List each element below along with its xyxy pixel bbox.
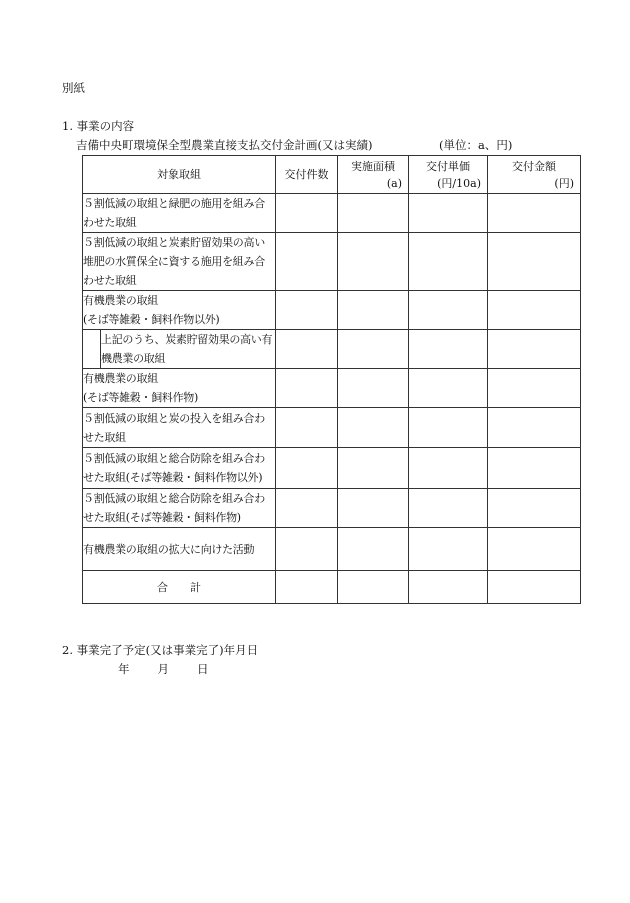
cell-count bbox=[276, 291, 338, 330]
cell-count bbox=[276, 489, 338, 528]
section2-heading: 2. 事業完了予定(又は事業完了)年月日 bbox=[62, 643, 259, 657]
unit-note: (単位：a、円) bbox=[439, 138, 513, 152]
cell-price bbox=[409, 489, 488, 528]
table-row bbox=[83, 448, 581, 489]
cell-count bbox=[276, 233, 338, 291]
plan-table bbox=[82, 155, 581, 604]
cell-count bbox=[276, 571, 338, 604]
cell-area bbox=[338, 369, 409, 408]
annex-label: 別紙 bbox=[62, 81, 85, 95]
cell-count bbox=[276, 194, 338, 233]
cell-count bbox=[276, 408, 338, 448]
header-price-label: 交付単価 bbox=[426, 159, 470, 173]
cell-price bbox=[409, 408, 488, 448]
cell-area bbox=[338, 233, 409, 291]
cell-area bbox=[338, 448, 409, 489]
cell-amount bbox=[488, 448, 581, 489]
cell-count bbox=[276, 528, 338, 571]
row-label: ５割低減の取組と炭の投入を組み合わせた取組 bbox=[83, 408, 276, 448]
table-row bbox=[83, 528, 581, 571]
cell-price bbox=[409, 369, 488, 408]
header-area bbox=[338, 156, 409, 194]
cell-amount bbox=[488, 233, 581, 291]
row-label: ５割低減の取組と総合防除を組み合わせた取組(そば等雑穀・飼料作物以外) bbox=[83, 448, 276, 489]
table-row bbox=[83, 194, 581, 233]
cell-amount bbox=[488, 194, 581, 233]
cell-price bbox=[409, 291, 488, 330]
header-price-unit: (円/10a) bbox=[437, 176, 481, 190]
cell-count bbox=[276, 448, 338, 489]
cell-price bbox=[409, 194, 488, 233]
row-label: 上記のうち、炭素貯留効果の高い有機農業の取組 bbox=[101, 330, 276, 369]
header-amount-label: 交付金額 bbox=[512, 159, 556, 173]
header-amount-unit: (円) bbox=[554, 176, 574, 190]
cell-amount bbox=[488, 571, 581, 604]
row-label: 有機農業の取組の拡大に向けた活動 bbox=[83, 528, 276, 571]
cell-amount bbox=[488, 330, 581, 369]
row-label: ５割低減の取組と緑肥の施用を組み合わせた取組 bbox=[83, 194, 276, 233]
header-area-unit: (a) bbox=[386, 176, 402, 190]
header-count: 交付件数 bbox=[276, 156, 338, 194]
header-area-label: 実施面積 bbox=[351, 159, 395, 173]
row-label: 有機農業の取組 (そば等雑穀・飼料作物) bbox=[83, 369, 276, 408]
plan-subtitle: 吉備中央町環境保全型農業直接支払交付金計画(又は実績) bbox=[76, 138, 373, 152]
cell-area bbox=[338, 194, 409, 233]
header-amount bbox=[488, 156, 581, 194]
total-label-b: 計 bbox=[190, 580, 201, 594]
row-label: 有機農業の取組 (そば等雑穀・飼料作物以外) bbox=[83, 291, 276, 330]
cell-amount bbox=[488, 291, 581, 330]
row-label: ５割低減の取組と炭素貯留効果の高い堆肥の水質保全に資する施用を組み合わせた取組 bbox=[83, 233, 276, 291]
cell-amount bbox=[488, 369, 581, 408]
cell-price bbox=[409, 528, 488, 571]
cell-area bbox=[338, 408, 409, 448]
table-row bbox=[83, 291, 581, 330]
header-row bbox=[83, 156, 581, 194]
table-row bbox=[83, 408, 581, 448]
row-label: ５割低減の取組と総合防除を組み合わせた取組(そば等雑穀・飼料作物) bbox=[83, 489, 276, 528]
indent-cell bbox=[83, 330, 101, 369]
total-label-a: 合 bbox=[157, 580, 168, 594]
cell-area bbox=[338, 489, 409, 528]
cell-area bbox=[338, 528, 409, 571]
cell-amount bbox=[488, 528, 581, 571]
day-label: 日 bbox=[197, 662, 209, 676]
cell-amount bbox=[488, 489, 581, 528]
cell-price bbox=[409, 233, 488, 291]
completion-date bbox=[118, 664, 209, 676]
total-label bbox=[83, 571, 276, 604]
section1-heading: 1. 事業の内容 bbox=[62, 119, 135, 133]
table-row bbox=[83, 233, 581, 291]
cell-amount bbox=[488, 408, 581, 448]
total-row bbox=[83, 571, 581, 604]
cell-count bbox=[276, 369, 338, 408]
header-price bbox=[409, 156, 488, 194]
month-label: 月 bbox=[157, 662, 169, 676]
year-label: 年 bbox=[118, 662, 130, 676]
cell-area bbox=[338, 571, 409, 604]
cell-count bbox=[276, 330, 338, 369]
table-row bbox=[83, 489, 581, 528]
cell-price bbox=[409, 448, 488, 489]
table-row bbox=[83, 369, 581, 408]
cell-area bbox=[338, 291, 409, 330]
cell-area bbox=[338, 330, 409, 369]
table-row-sub bbox=[83, 330, 581, 369]
header-item: 対象取組 bbox=[83, 156, 276, 194]
cell-price bbox=[409, 571, 488, 604]
cell-price bbox=[409, 330, 488, 369]
